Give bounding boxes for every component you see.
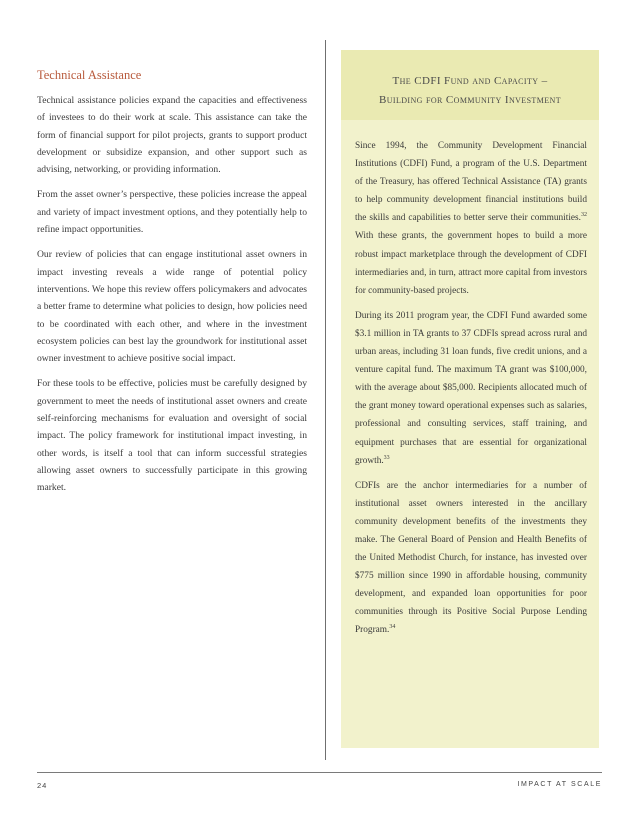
sidebar-paragraph-text: During its 2011 program year, the CDFI Fund awarded some $3.1 million in TA grants to 37 CDFIs spread across rural and urban areas, including 31 loan funds, five credit unions, and a venture capital fund. The maximum TA grant was $100,000, with the average about $85,000. Recipients allocated much of the grant money toward operational expenses such as salaries, professional and consulting services, staff training, and equipment purchases that are essential for organizational growth. bbox=[355, 310, 587, 466]
sidebar-box bbox=[341, 50, 599, 748]
sidebar-paragraph bbox=[355, 137, 587, 300]
sidebar-title-line-2: Building for Community Investment bbox=[378, 94, 561, 106]
footnote-ref: 32 bbox=[581, 212, 587, 219]
footer-rule bbox=[37, 772, 602, 773]
sidebar-paragraph-text: CDFIs are the anchor intermediaries for a number of institutional asset owners interested in the ancillary community development benefits of the investments they make. The General Board of Pension and Health Benefits of the United Methodist Church, for instance, has invested over $775 million since 1990 in affordable housing, community development, and expanded loan opportunities for poor communities through its Positive Social Purpose Lending Program. bbox=[355, 480, 587, 636]
page-number: 24 bbox=[37, 781, 48, 790]
running-title: IMPACT AT SCALE bbox=[517, 781, 602, 788]
sidebar-body bbox=[355, 137, 587, 647]
sidebar-header bbox=[341, 50, 599, 120]
sidebar-paragraph-text: Since 1994, the Community Development Financial Institutions (CDFI) Fund, a program of the U.S. Department of the Treasury, has offered Technical Assistance (TA) grants to help community development financial institutions build the skills and capabilities to better serve their communities. bbox=[355, 141, 587, 224]
body-paragraph: For these tools to be effective, policies must be carefully designed by government to meet the needs of institutional asset owners and create self-reinforcing mechanisms for evaluation and oversight of social impact. The policy framework for institutional impact investing, in other words, is itself a tool that can inform successful strategies allowing asset owners to successfully participate in this growing market. bbox=[37, 378, 307, 494]
body-paragraph: Technical assistance policies expand the capacities and effectiveness of investees to do their work at scale. This assistance can take the form of financial support for pilot projects, grants to support product development or subsidize expansion, and other support such as advising, networking, or providing information. bbox=[37, 95, 307, 176]
sidebar-paragraph-text: With these grants, the government hopes to build a more robust impact marketplace through the development of CDFI intermediaries and, in turn, attract more capital from investors for community-based projects. bbox=[355, 231, 587, 296]
column-divider bbox=[325, 40, 326, 760]
body-paragraph: From the asset owner’s perspective, these policies increase the appeal and variety of impact investment options, and they potentially help to refine impact opportunities. bbox=[37, 189, 307, 236]
section-heading: Technical Assistance bbox=[37, 68, 142, 82]
main-column bbox=[37, 68, 307, 505]
sidebar-paragraph bbox=[355, 477, 587, 640]
sidebar-paragraph bbox=[355, 307, 587, 470]
sidebar-title-line-1: The CDFI Fund and Capacity – bbox=[392, 75, 548, 87]
footnote-ref: 34 bbox=[389, 624, 396, 631]
body-paragraph: Our review of policies that can engage institutional asset owners in impact investing reveals a wide range of potential policy interventions. We hope this review offers policymakers and advocates a better frame to determine what policies to design, how policies need to be coordinated with each other, and where in the investment ecosystem policies can best lay the groundwork for institutional asset owner investment to achieve positive social impact. bbox=[37, 249, 307, 365]
footnote-ref: 33 bbox=[383, 454, 390, 461]
